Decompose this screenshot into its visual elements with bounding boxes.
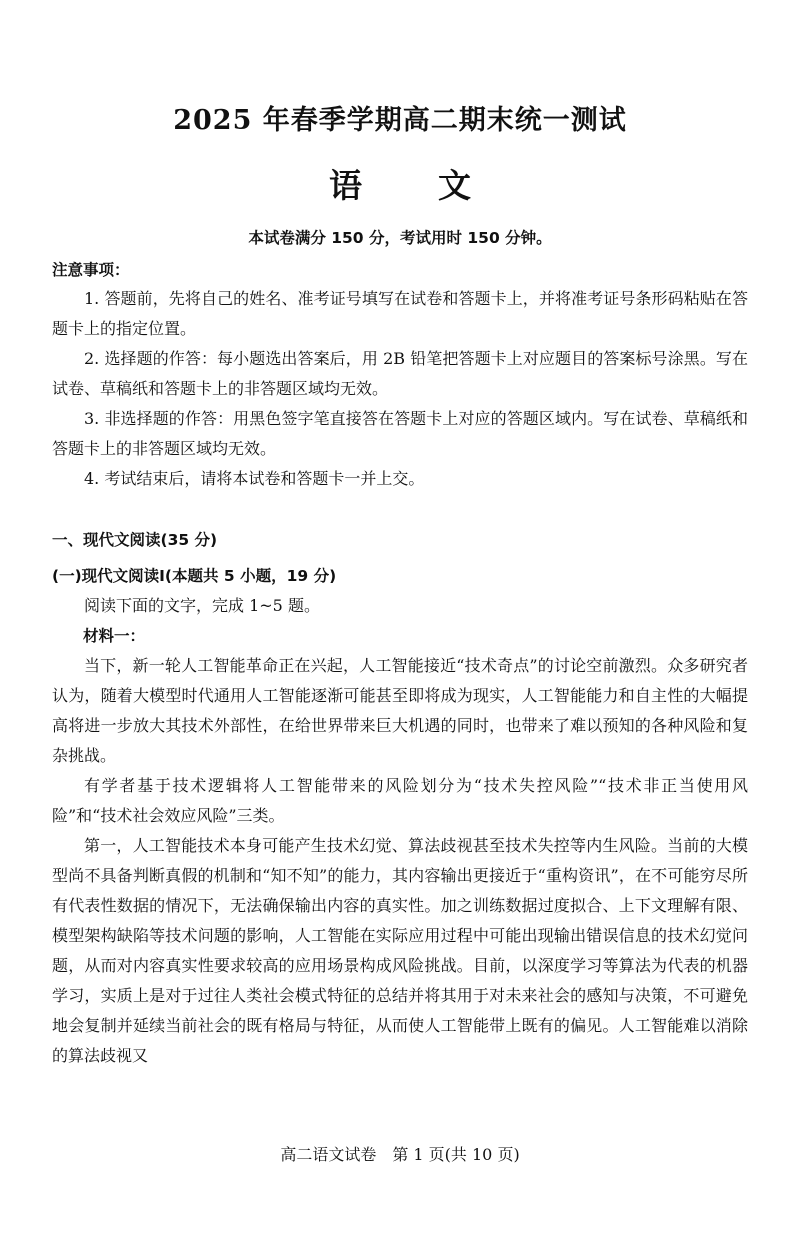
notice-item: 4. 考试结束后，请将本试卷和答题卡一并上交。	[84, 469, 425, 488]
notice-item: 3. 非选择题的作答：用黑色签字笔直接答在答题卡上对应的答题区域内。写在试卷、草稿纸和答题卡上的非答题区域均无效。	[52, 409, 748, 458]
reading-passage	[52, 591, 748, 1071]
section-title: 一、现代文阅读(35 分)	[52, 531, 218, 549]
reading-instruction: 阅读下面的文字，完成 1~5 题。	[84, 596, 320, 615]
section-subtitle: (一)现代文阅读Ⅰ(本题共 5 小题，19 分)	[52, 567, 337, 585]
page-footer: 高二语文试卷 第 1 页(共 10 页)	[280, 1145, 520, 1164]
passage-paragraph: 第一，人工智能技术本身可能产生技术幻觉、算法歧视甚至技术失控等内生风险。当前的大模型尚不具备判断真假的机制和“知不知”的能力，其内容输出更接近于“重构资讯”，在不可能穷尽所有代表性数据的情况下，无法确保输出内容的真实性。加之训练数据过度拟合、上下文理解有限、模型架构缺陷等技术问题的影响，人工智能在实际应用过程中可能出现输出错误信息的技术幻觉问题，从而对内容真实性要求较高的应用场景构成风险挑战。目前，以深度学习等算法为代表的机器学习，实质上是对于过往人类社会模式特征的总结并将其用于对未来社会的感知与决策，不可避免地会复制并延续当前社会的既有格局与特征，从而使人工智能带上既有的偏见。人工智能难以消除的算法歧视又	[52, 836, 748, 1065]
passage-paragraph: 当下，新一轮人工智能革命正在兴起，人工智能接近“技术奇点”的讨论空前激烈。众多研究者认为，随着大模型时代通用人工智能逐渐可能甚至即将成为现实，人工智能能力和自主性的大幅提高将进一步放大其技术外部性，在给世界带来巨大机遇的同时，也带来了难以预知的各种风险和复杂挑战。	[52, 656, 748, 765]
exam-title: 2025 年春季学期高二期末统一测试	[173, 105, 627, 136]
subject-char-1: 语	[329, 166, 362, 205]
exam-info: 本试卷满分 150 分，考试用时 150 分钟。	[248, 229, 552, 247]
material-label: 材料一：	[83, 627, 146, 645]
notice-title: 注意事项：	[52, 261, 130, 279]
subject-char-2: 文	[438, 166, 471, 205]
passage-paragraph: 有学者基于技术逻辑将人工智能带来的风险划分为“技术失控风险”“技术非正当使用风险”和“技术社会效应风险”三类。	[52, 776, 748, 825]
notice-item: 1. 答题前，先将自己的姓名、准考证号填写在试卷和答题卡上，并将准考证号条形码粘贴在答题卡上的指定位置。	[52, 289, 748, 338]
notice-item: 2. 选择题的作答：每小题选出答案后，用 2B 铅笔把答题卡上对应题目的答案标号涂黑。写在试卷、草稿纸和答题卡上的非答题区域均无效。	[52, 349, 748, 398]
notice-list	[52, 284, 748, 494]
subject-title	[0, 160, 800, 207]
